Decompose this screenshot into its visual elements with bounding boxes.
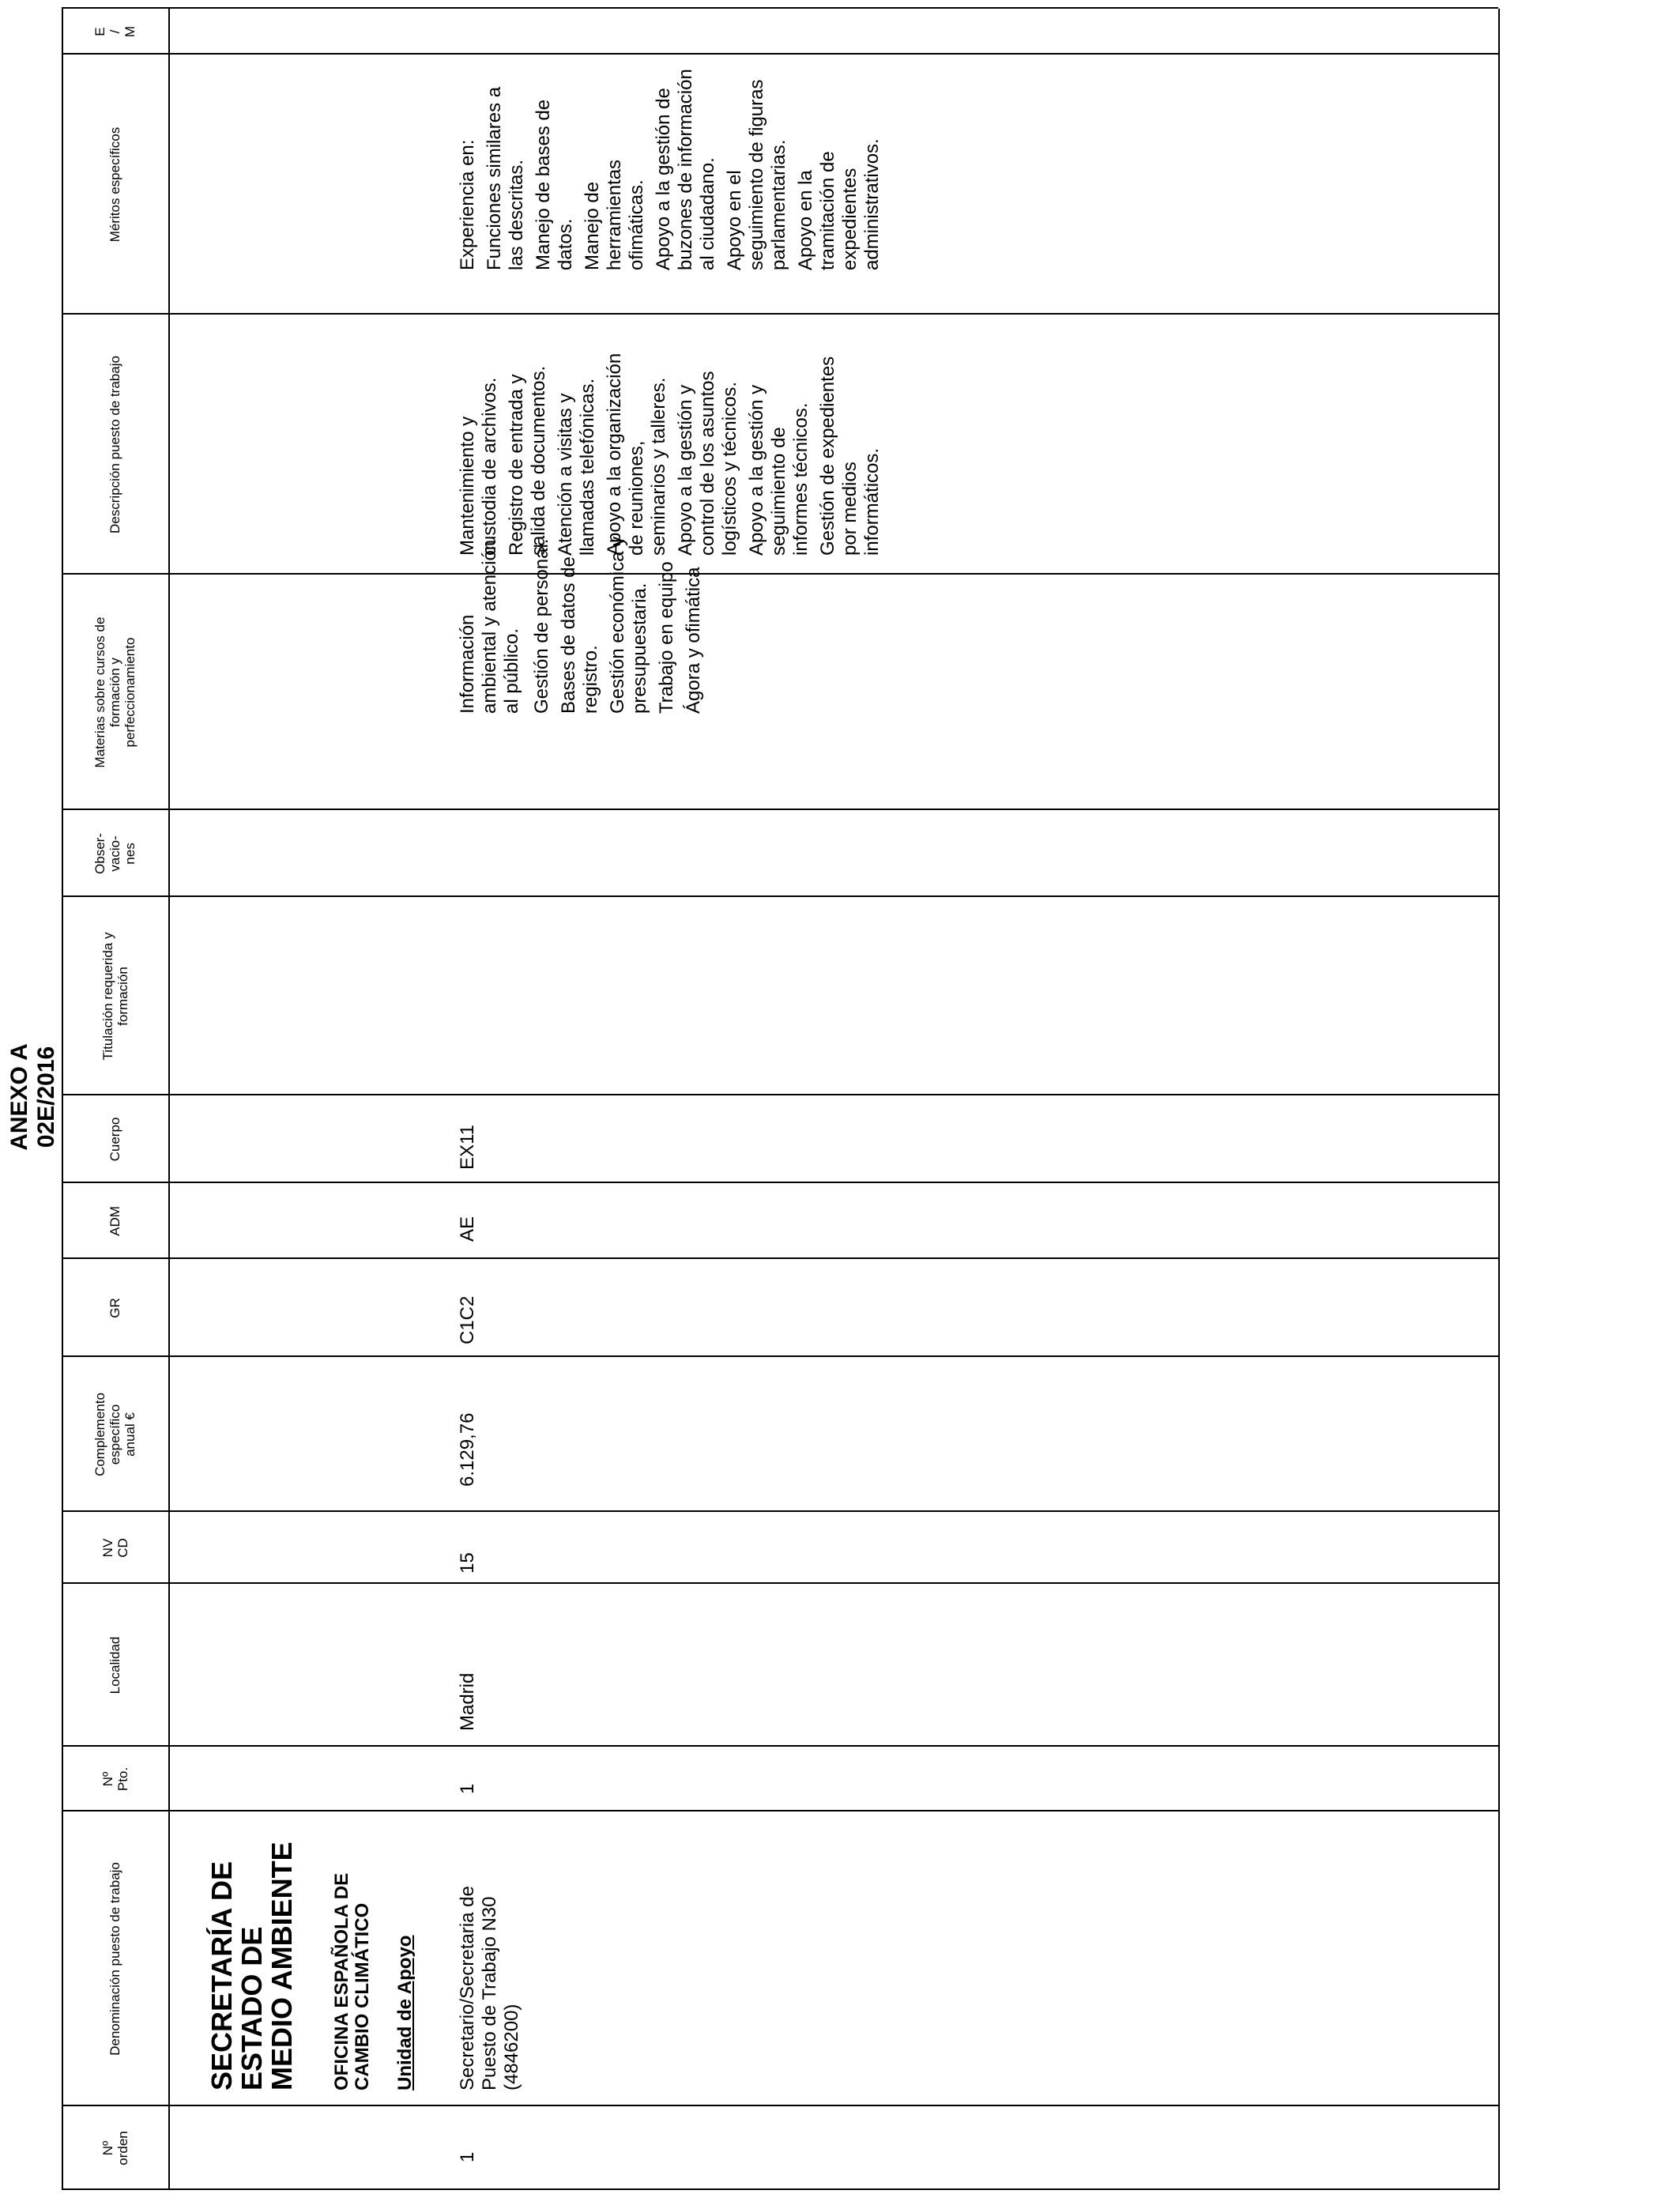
- column-line: [62, 1810, 1498, 1811]
- column-line: [62, 2188, 1498, 2190]
- meritos-intro: Experiencia en:: [457, 139, 478, 270]
- column-line: [62, 313, 1498, 315]
- list-item: Información ambiental y atención al público.: [457, 539, 522, 714]
- column-line: [62, 7, 1498, 9]
- column-line: [62, 895, 1498, 897]
- list-item: Manejo de bases de datos.: [533, 99, 576, 270]
- list-item: Gestión de personal.: [531, 538, 552, 714]
- annex-title: ANEXO A: [6, 1043, 32, 1151]
- unidad-heading: Unidad de Apoyo: [394, 1935, 416, 2090]
- row-denominacion: Secretario/Secretaria de Puesto de Trabajo N30 (4846200): [457, 1886, 522, 2090]
- list-item: Gestión de expedientes por medios informáticos.: [817, 356, 883, 556]
- list-item: Apoyo en la tramitación de expedientes administrativos.: [795, 138, 883, 270]
- column-line: [62, 53, 1498, 55]
- column-line: [62, 809, 1498, 810]
- header-orden: Nº orden: [100, 2131, 130, 2166]
- list-item: Apoyo a la organización de reuniones, seminarios y talleres.: [604, 352, 669, 556]
- oficina-heading: OFICINA ESPAÑOLA DE CAMBIO CLIMÁTICO: [331, 1872, 373, 2090]
- list-item: Atención a visitas y llamadas telefónicas.: [555, 378, 598, 556]
- row-orden: 1: [457, 2151, 478, 2162]
- header-gr: GR: [107, 1298, 122, 1318]
- meritos-list: [484, 57, 883, 270]
- column-line: [62, 1257, 1498, 1259]
- header-bottom-border: [168, 9, 170, 2190]
- row-npto: 1: [457, 1783, 478, 1794]
- list-item: Apoyo en el seguimiento de figuras parlamentarias.: [724, 79, 789, 270]
- row-localidad: Madrid: [457, 1672, 478, 1731]
- list-item: Mantenimiento y custodia de archivos.: [457, 377, 500, 556]
- row-cuerpo: EX11: [457, 1125, 478, 1170]
- column-line: [62, 1182, 1498, 1183]
- row-complemento: 6.129,76: [457, 1412, 478, 1487]
- row-descripcion: [457, 319, 891, 556]
- list-item: Registro de entrada y salida de documentos.: [506, 365, 549, 556]
- header-npto: Nº Pto.: [100, 1766, 130, 1792]
- header-meritos: Méritos específicos: [107, 126, 122, 243]
- header-adm: ADM: [107, 1206, 122, 1236]
- annex-code: 02E/2016: [33, 1046, 59, 1148]
- column-line: [62, 1355, 1498, 1357]
- list-item: Apoyo a la gestión y seguimiento de informes técnicos.: [746, 384, 812, 556]
- column-line: [62, 2105, 1498, 2106]
- header-observaciones: Obser- vacio- nes: [92, 833, 137, 874]
- list-item: Funciones similares a las descritas.: [484, 86, 527, 270]
- column-line: [62, 1094, 1498, 1095]
- row-nivel: 15: [457, 1552, 478, 1574]
- list-item: Apoyo a la gestión y control de los asuntos logísticos y técnicos.: [675, 371, 740, 556]
- list-item: Trabajo en equipo: [656, 561, 677, 714]
- secretaria-heading: SECRETARÍA DE ESTADO DE MEDIO AMBIENTE: [205, 1842, 298, 2090]
- list-item: Apoyo a la gestión de buzones de información al ciudadano.: [653, 69, 718, 270]
- list-item: Gestión económica y presupuestaria.: [607, 536, 650, 714]
- row-meritos: [457, 57, 891, 270]
- table-bottom-border: [1498, 9, 1500, 2190]
- header-nivel: NV CD: [100, 1538, 130, 1558]
- row-gr: C1C2: [457, 1295, 478, 1344]
- header-descripcion: Descripción puesto de trabajo: [107, 356, 122, 533]
- row-adm: AE: [457, 1216, 478, 1242]
- column-line: [62, 1582, 1498, 1584]
- list-item: Bases de datos de registro.: [558, 556, 601, 714]
- list-item: Ágora y ofimática: [683, 567, 704, 714]
- header-titulacion: Titulación requerida y formación: [100, 932, 130, 1061]
- header-cuerpo: Cuerpo: [107, 1117, 122, 1162]
- header-denominacion: Denominación puesto de trabajo: [107, 1862, 122, 2056]
- header-materias: Materias sobre cursos de formación y perfeccionamiento: [92, 616, 137, 768]
- column-line: [62, 1510, 1498, 1512]
- header-em: E / M: [92, 25, 137, 38]
- header-localidad: Localidad: [107, 1636, 122, 1695]
- column-line: [62, 1745, 1498, 1747]
- column-line: [62, 573, 1498, 575]
- header-complemento: Complemento específico anual €: [92, 1393, 137, 1476]
- list-item: Manejo de herramientas ofimáticas.: [582, 159, 647, 270]
